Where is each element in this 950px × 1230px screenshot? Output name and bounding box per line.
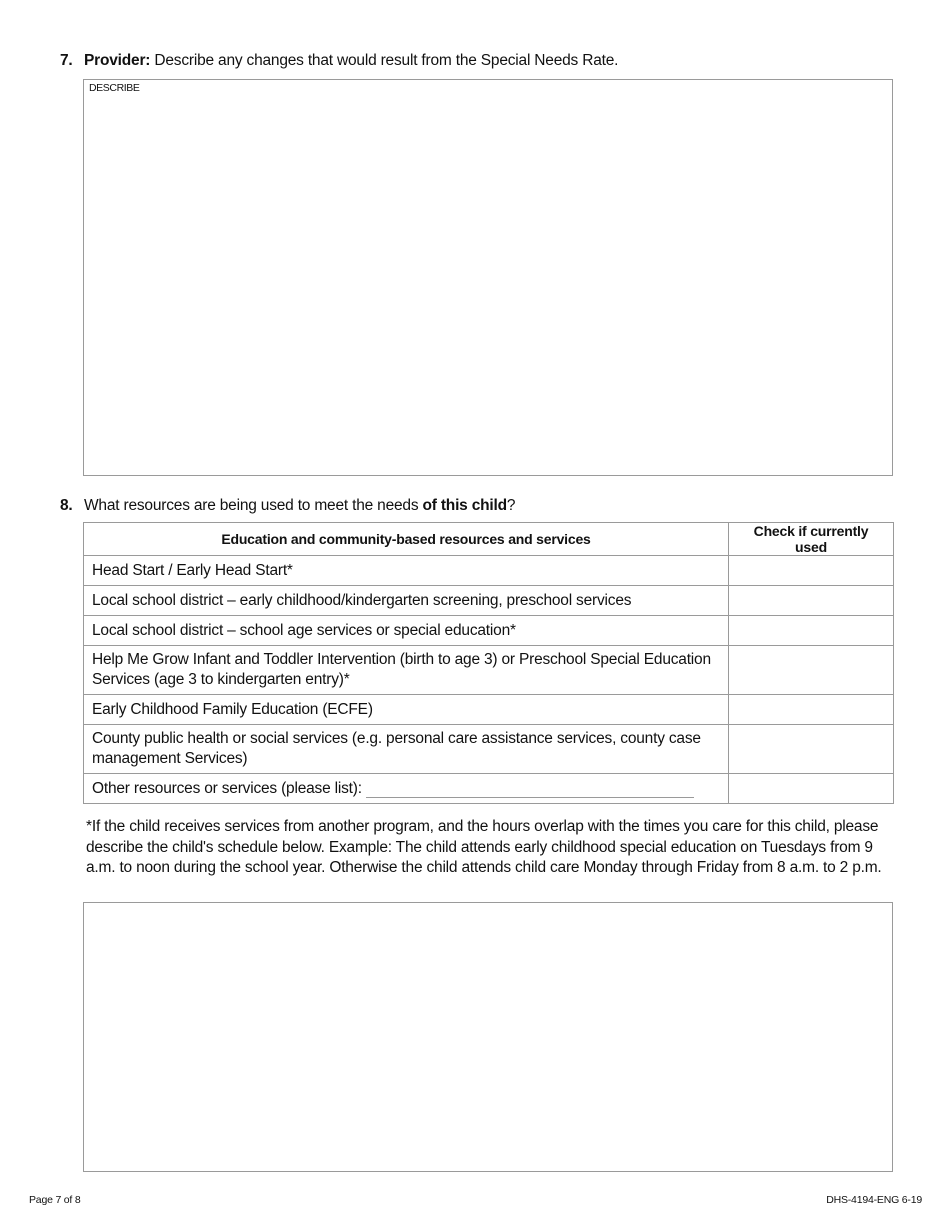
question-text: What resources are being used to meet the needs	[84, 497, 423, 514]
column-header-resources: Education and community-based resources and services	[84, 523, 729, 556]
check-cell-help-me-grow[interactable]	[729, 646, 894, 695]
check-cell-district-special-ed[interactable]	[729, 616, 894, 646]
resource-label: Local school district – early childhood/kindergarten screening, preschool services	[84, 586, 729, 616]
describe-label: DESCRIBE	[89, 82, 140, 94]
resource-label: County public health or social services (e.g. personal care assistance services, county case management Services)	[84, 725, 729, 774]
resource-label: Other resources or services (please list):	[92, 779, 362, 797]
check-cell-ecfe[interactable]	[729, 695, 894, 725]
check-cell-other[interactable]	[729, 774, 894, 804]
table-row	[84, 586, 894, 616]
resources-table	[83, 522, 894, 804]
resource-label: Help Me Grow Infant and Toddler Intervention (birth to age 3) or Preschool Special Education Services (age 3 to kindergarten entry)*	[84, 646, 729, 695]
question-text-bold: of this child	[422, 497, 507, 514]
question-text-end: ?	[506, 497, 516, 514]
table-row	[84, 556, 894, 586]
question-8	[60, 497, 515, 515]
resource-label: Head Start / Early Head Start*	[84, 556, 729, 586]
question-number: 8.	[60, 497, 73, 514]
table-row	[84, 616, 894, 646]
column-header-check: Check if currently used	[729, 523, 894, 556]
describe-changes-textarea[interactable]	[83, 79, 893, 476]
schedule-note: *If the child receives services from another program, and the hours overlap with the times you care for this child, please describe the child's schedule below. Example: The child attends early childhood special education on Tuesdays from 9 a.m. to noon during the school year. Otherwise the child attends child care Monday through Friday from 8 a.m. to 2 p.m.	[86, 818, 882, 876]
question-text: Describe any changes that would result from the Special Needs Rate.	[150, 52, 619, 69]
table-row	[84, 695, 894, 725]
table-row	[84, 725, 894, 774]
other-resources-cell	[84, 774, 729, 804]
check-cell-district-screening[interactable]	[729, 586, 894, 616]
table-header-row	[84, 523, 894, 556]
resource-label: Early Childhood Family Education (ECFE)	[84, 695, 729, 725]
question-7	[60, 52, 618, 70]
check-cell-county-services[interactable]	[729, 725, 894, 774]
check-cell-head-start[interactable]	[729, 556, 894, 586]
page-number: Page 7 of 8	[29, 1194, 81, 1206]
question-lead: Provider:	[84, 52, 151, 69]
other-resources-input[interactable]	[366, 783, 694, 798]
question-number: 7.	[60, 52, 73, 69]
schedule-textarea[interactable]	[83, 902, 893, 1172]
table-row	[84, 646, 894, 695]
table-row	[84, 774, 894, 804]
resource-label: Local school district – school age services or special education*	[84, 616, 729, 646]
form-id: DHS-4194-ENG 6-19	[826, 1194, 922, 1206]
